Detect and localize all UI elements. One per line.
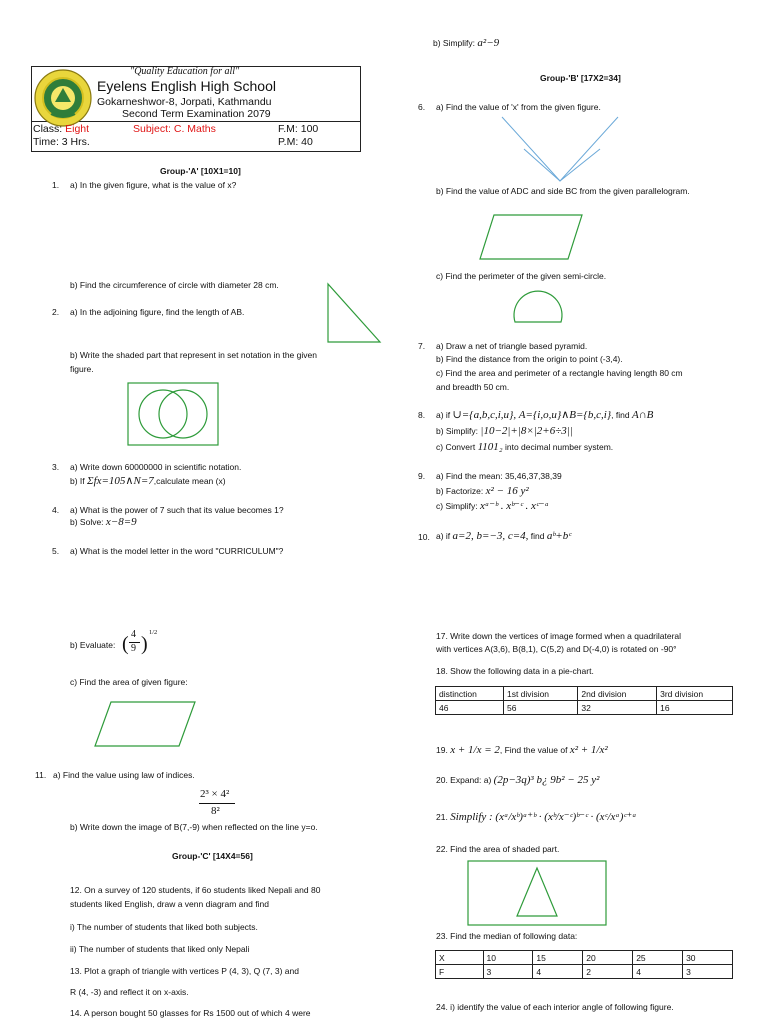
- q24-text: 24. i) identify the value of each interior angle of following figure.: [436, 1002, 674, 1012]
- q23-cell: 10: [483, 951, 533, 965]
- q6a-text: a) Find the value of 'x' from the given figure.: [436, 102, 601, 112]
- q23-row-f: [436, 965, 733, 979]
- q21-prefix: 21.: [436, 812, 448, 822]
- subject-label: Subject:: [133, 123, 171, 135]
- q5b-denominator: 9: [131, 643, 136, 654]
- q18-table: [435, 686, 733, 715]
- q20-text: [436, 774, 599, 786]
- top-simplify-math: a²−9: [477, 37, 500, 49]
- q19-prefix: 19.: [436, 745, 448, 755]
- top-simplify-prefix: b) Simplify:: [433, 38, 476, 48]
- q18-header-cell: 3rd division: [657, 687, 733, 701]
- q20-prefix: 20. Expand: a): [436, 775, 492, 785]
- q18-value-cell: 56: [503, 701, 577, 715]
- q11-fraction-bar: [199, 803, 235, 804]
- group-c-heading: Group-'C' [14X4=56]: [172, 851, 253, 861]
- q23-cell: F: [436, 965, 484, 979]
- q10a-math: a=2, b=−3, c=4,: [452, 530, 529, 542]
- q18-header-cell: distinction: [436, 687, 504, 701]
- q23-row-x: [436, 951, 733, 965]
- class-value: Eight: [65, 123, 90, 135]
- q23-cell: 4: [633, 965, 683, 979]
- q5b-prefix: b) Evaluate:: [70, 640, 116, 650]
- q18-header-cell: 2nd division: [578, 687, 657, 701]
- q13-text-line2: R (4, -3) and reflect it on x-axis.: [70, 987, 189, 997]
- q5b-numerator: 4: [131, 629, 136, 640]
- q19-text: [436, 744, 608, 756]
- q11a-text: a) Find the value using law of indices.: [53, 770, 195, 780]
- q18-header-cell: 1st division: [503, 687, 577, 701]
- parallelogram-figure-left: [93, 700, 197, 748]
- school-name: Eyelens English High School: [97, 78, 276, 94]
- q2a-text: a) In the adjoining figure, find the length of AB.: [70, 307, 245, 317]
- q7b-text: b) Find the distance from the origin to point (-3,4).: [436, 354, 623, 364]
- q3b-math: Σfx=105∧N=7: [87, 475, 154, 487]
- full-marks: F.M: 100: [278, 123, 319, 135]
- q21-math: Simplify : (xᵃ/xᵇ)ᵃ⁺ᵇ · (xᵇ/x⁻ᶜ)ᵇ⁻ᶜ · (xᶜ/xᵃ)ᶜ⁺ᵃ: [450, 811, 637, 823]
- q3b-prefix: b) If: [70, 476, 85, 486]
- q9c-math: xᵃ⁻ᵇ . xᵇ⁻ᶜ . xᶜ⁻ᵃ: [479, 500, 549, 512]
- q17-text-line2: with vertices A(3,6), B(8,1), C(5,2) and D(-4,0) is rotated on -90°: [436, 644, 677, 654]
- q11-fraction-denominator: 8²: [211, 805, 220, 817]
- q9-number: 9.: [418, 471, 426, 481]
- q17-text-line1: 17. Write down the vertices of image formed when a quadrilateral: [436, 631, 682, 641]
- q12-ii-text: ii) The number of students that liked only Nepali: [70, 944, 250, 954]
- q2b-text-line1: b) Write the shaded part that represent in set notation in the given: [70, 350, 317, 360]
- q8b-prefix: b) Simplify:: [436, 426, 479, 436]
- q23-cell: 30: [683, 951, 733, 965]
- q9a-text: a) Find the mean: 35,46,37,38,39: [436, 471, 562, 481]
- school-logo: [33, 68, 93, 128]
- q23-cell: 2: [583, 965, 633, 979]
- q23-cell: 20: [583, 951, 633, 965]
- q8a-prefix: a) if: [436, 410, 451, 420]
- pass-marks: P.M: 40: [278, 136, 313, 148]
- angle-lines-figure: [500, 115, 620, 183]
- q5b-right-paren: ): [141, 633, 148, 655]
- q6-number: 6.: [418, 102, 426, 112]
- q8a-math: ∪={a,b,c,i,u}, A={i,o,u}∧B={b,c,i}: [452, 409, 612, 421]
- q8c-prefix: c) Convert: [436, 442, 476, 452]
- q18-value-row: [436, 701, 733, 715]
- q5b-text: [70, 640, 115, 650]
- q8a-math2: A∩B: [631, 409, 654, 421]
- q7a-text: a) Draw a net of triangle based pyramid.: [436, 341, 588, 351]
- q12-text-line2: students liked English, draw a venn diagram and find: [70, 899, 269, 909]
- subject-info: [133, 123, 216, 135]
- school-address: Gokarneshwor-8, Jorpati, Kathmandu: [97, 96, 272, 108]
- subject-value: C. Maths: [173, 123, 216, 135]
- shaded-triangle-figure: [467, 860, 607, 926]
- class-info: [33, 123, 89, 135]
- q2-number: 2.: [52, 307, 60, 317]
- q20-math: (2p−3q)³ b¿ 9b² − 25 y²: [493, 774, 600, 786]
- q8c-text: [436, 441, 613, 453]
- q3b-text: [70, 474, 226, 487]
- q2b-text-line2: figure.: [70, 364, 94, 374]
- semicircle-figure: [510, 286, 566, 326]
- q4b-text: [70, 516, 137, 528]
- q3-number: 3.: [52, 462, 60, 472]
- q18-value-cell: 46: [436, 701, 504, 715]
- q4b-prefix: b) Solve:: [70, 517, 104, 527]
- q1a-text: a) In the given figure, what is the value of x?: [70, 180, 237, 190]
- q3b-suffix: ,calculate mean (x): [153, 476, 226, 486]
- q11-fraction-numerator: 2³ × 4²: [200, 788, 230, 800]
- q4b-math: x−8=9: [105, 516, 137, 528]
- q9b-math: x² − 16 y²: [485, 485, 529, 497]
- q11b-text: b) Write down the image of B(7,-9) when reflected on the line y=o.: [70, 822, 318, 832]
- q23-cell: 25: [633, 951, 683, 965]
- q19-math: x + 1/x = 2: [450, 744, 500, 756]
- q6b-text: b) Find the value of ADC and side BC from the given parallelogram.: [436, 186, 690, 196]
- group-a-heading: Group-'A' [10X1=10]: [160, 166, 241, 176]
- q8c-suffix: into decimal number system.: [504, 442, 614, 452]
- q23-table: [435, 950, 733, 979]
- q10a-math2: aᵇ+bᶜ: [546, 530, 572, 542]
- top-simplify-text: [433, 37, 499, 49]
- right-triangle-figure: [326, 282, 382, 344]
- q5b-exponent: 1/2: [149, 629, 158, 636]
- q22-text: 22. Find the area of shaded part.: [436, 844, 560, 854]
- q23-cell: 4: [533, 965, 583, 979]
- q4a-text: a) What is the power of 7 such that its value becomes 1?: [70, 505, 284, 515]
- parallelogram-figure-right: [478, 213, 584, 261]
- exam-title: Second Term Examination 2079: [122, 108, 271, 120]
- q11-number: 11.: [35, 770, 47, 780]
- q6c-text: c) Find the perimeter of the given semi-circle.: [436, 271, 607, 281]
- q10a-text: [436, 530, 571, 542]
- q8c-math: 1101₂: [477, 441, 503, 453]
- q1b-text: b) Find the circumference of circle with diameter 28 cm.: [70, 280, 279, 290]
- q8-number: 8.: [418, 410, 426, 420]
- q10a-mid: find: [530, 531, 545, 541]
- school-motto: "Quality Education for all": [130, 66, 240, 77]
- exam-time: Time: 3 Hrs.: [33, 136, 90, 148]
- q8b-text: [436, 425, 573, 437]
- q10-number: 10.: [418, 532, 430, 542]
- q5-number: 5.: [52, 546, 60, 556]
- q9b-prefix: b) Factorize:: [436, 486, 484, 496]
- q13-text-line1: 13. Plot a graph of triangle with vertices P (4, 3), Q (7, 3) and: [70, 966, 299, 976]
- group-b-heading: Group-'B' [17X2=34]: [540, 73, 621, 83]
- q19-math2: x² + 1/x²: [569, 744, 608, 756]
- q5c-text: c) Find the area of given figure:: [70, 677, 188, 687]
- q8b-math: |10−2|+|8×|2+6÷3||: [480, 425, 573, 437]
- q18-value-cell: 32: [578, 701, 657, 715]
- q9b-text: [436, 485, 529, 497]
- q7c-text-line2: and breadth 50 cm.: [436, 382, 510, 392]
- q14-text: 14. A person bought 50 glasses for Rs 1500 out of which 4 were: [70, 1008, 311, 1018]
- q5b-left-paren: (: [122, 633, 129, 655]
- class-label: Class:: [33, 123, 63, 135]
- q18-header-row: [436, 687, 733, 701]
- q23-text: 23. Find the median of following data:: [436, 931, 578, 941]
- q4-number: 4.: [52, 505, 60, 515]
- q12-text-line1: 12. On a survey of 120 students, if 6o students liked Nepali and 80: [70, 885, 321, 895]
- q18-value-cell: 16: [657, 701, 733, 715]
- q3a-text: a) Write down 60000000 in scientific notation.: [70, 462, 242, 472]
- q5a-text: a) What is the model letter in the word "CURRICULUM"?: [70, 546, 284, 556]
- q8a-text: [436, 408, 653, 421]
- q7-number: 7.: [418, 341, 426, 351]
- q8a-mid: , find: [611, 410, 630, 420]
- q23-cell: 3: [683, 965, 733, 979]
- q18-text: 18. Show the following data in a pie-chart.: [436, 666, 594, 676]
- q23-cell: 3: [483, 965, 533, 979]
- q9c-prefix: c) Simplify:: [436, 501, 478, 511]
- q7c-text-line1: c) Find the area and perimeter of a rectangle having length 80 cm: [436, 368, 683, 378]
- q23-cell: X: [436, 951, 484, 965]
- q23-cell: 15: [533, 951, 583, 965]
- q21-text: [436, 810, 637, 823]
- q10a-prefix: a) if: [436, 531, 451, 541]
- q12-i-text: i) The number of students that liked both subjects.: [70, 922, 258, 932]
- venn-diagram-figure: [127, 382, 219, 446]
- q19-mid: , Find the value of: [499, 745, 568, 755]
- q9c-text: [436, 499, 549, 512]
- q1-number: 1.: [52, 180, 60, 190]
